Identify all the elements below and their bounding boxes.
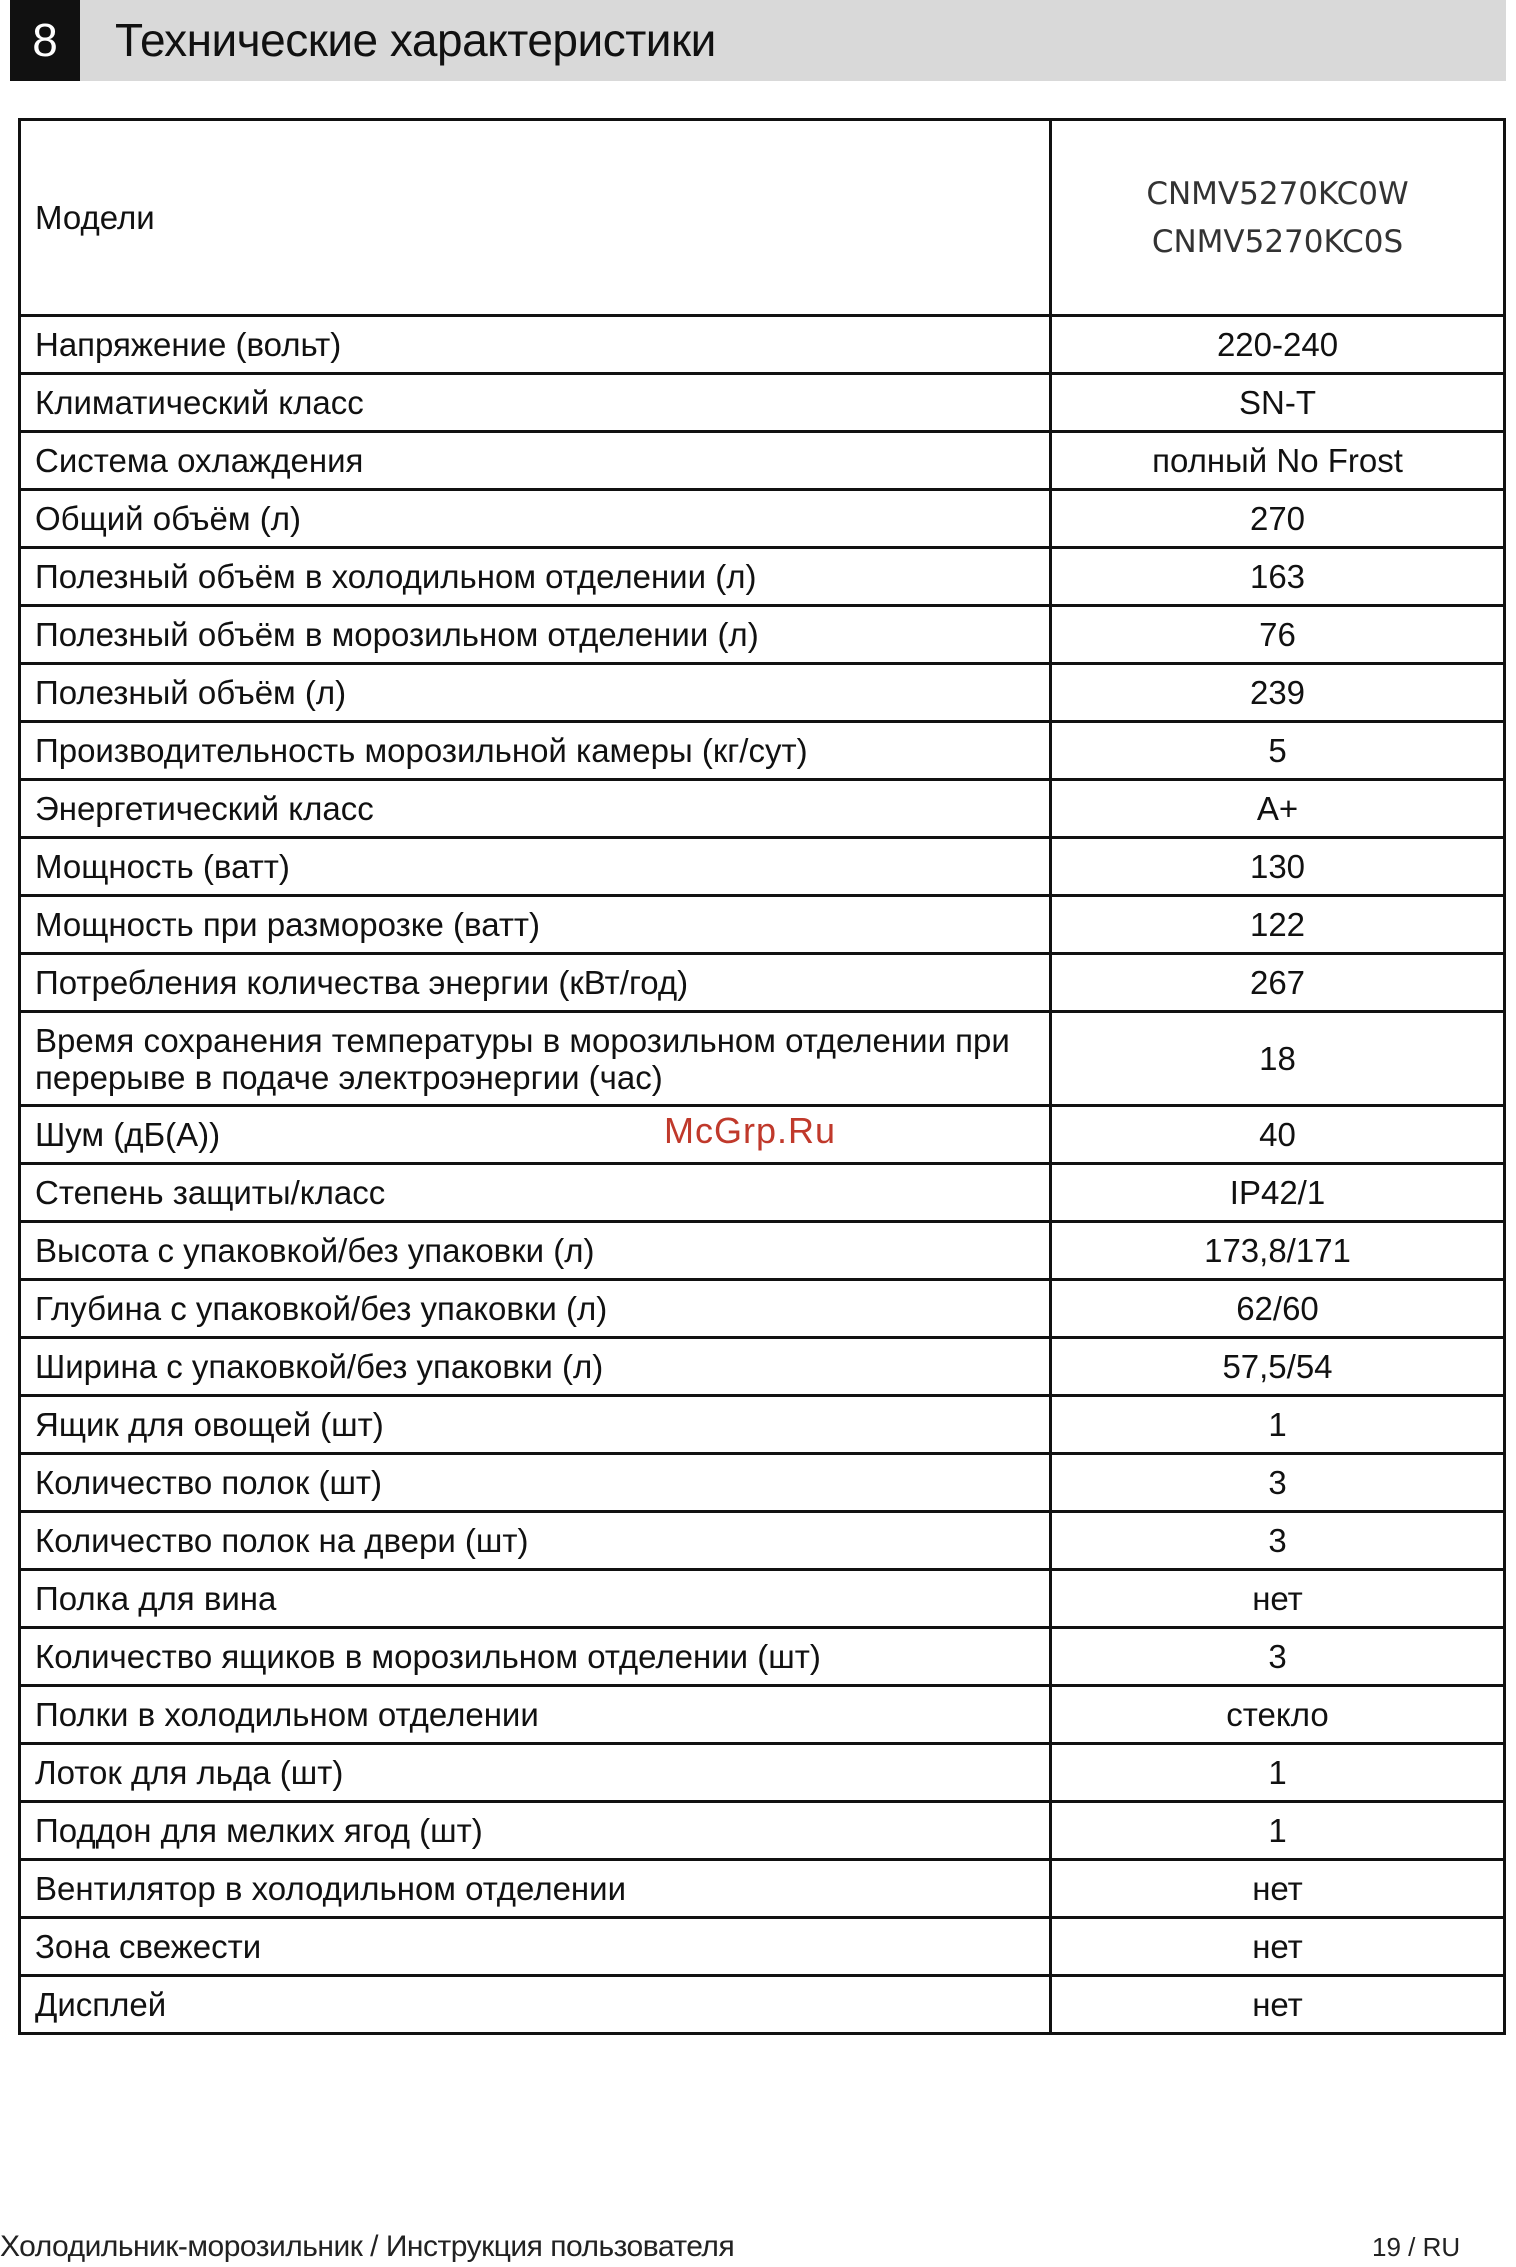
spec-label: Шум (дБ(А)) (20, 1106, 1051, 1164)
spec-label: Количество полок (шт) (20, 1454, 1051, 1512)
table-row (20, 316, 1505, 374)
spec-value: 220-240 (1051, 316, 1505, 374)
spec-value: 1 (1051, 1396, 1505, 1454)
spec-label: Общий объём (л) (20, 490, 1051, 548)
spec-label: Ширина с упаковкой/без упаковки (л) (20, 1338, 1051, 1396)
spec-value: 122 (1051, 896, 1505, 954)
spec-label: Производительность морозильной камеры (кг/сут) (20, 722, 1051, 780)
spec-value: 1 (1051, 1744, 1505, 1802)
table-row (20, 1454, 1505, 1512)
spec-label: Ящик для овощей (шт) (20, 1396, 1051, 1454)
spec-value: 239 (1051, 664, 1505, 722)
spec-value: 130 (1051, 838, 1505, 896)
spec-label: Глубина с упаковкой/без упаковки (л) (20, 1280, 1051, 1338)
table-row (20, 1222, 1505, 1280)
spec-label: Вентилятор в холодильном отделении (20, 1860, 1051, 1918)
spec-label: Зона свежести (20, 1918, 1051, 1976)
spec-value: 1 (1051, 1802, 1505, 1860)
table-row (20, 1802, 1505, 1860)
footer-page-number: 19 / RU (1372, 2232, 1461, 2262)
spec-value: нет (1051, 1918, 1505, 1976)
table-row (20, 432, 1505, 490)
table-row-models (20, 120, 1505, 316)
table-row (20, 548, 1505, 606)
table-row (20, 1164, 1505, 1222)
spec-label: Полезный объём (л) (20, 664, 1051, 722)
spec-value: IP42/1 (1051, 1164, 1505, 1222)
table-row (20, 1396, 1505, 1454)
spec-value: нет (1051, 1976, 1505, 2034)
spec-label: Лоток для льда (шт) (20, 1744, 1051, 1802)
spec-value: 5 (1051, 722, 1505, 780)
spec-value: стекло (1051, 1686, 1505, 1744)
spec-label: Поддон для мелких ягод (шт) (20, 1802, 1051, 1860)
spec-value: 270 (1051, 490, 1505, 548)
spec-value: 76 (1051, 606, 1505, 664)
section-number: 8 (10, 0, 80, 81)
table-row (20, 1628, 1505, 1686)
table-row (20, 1976, 1505, 2034)
spec-label: Время сохранения температуры в морозильном отделении при перерыве в подаче электроэнергии (час) (20, 1012, 1051, 1106)
spec-label: Напряжение (вольт) (20, 316, 1051, 374)
spec-value: SN-T (1051, 374, 1505, 432)
table-row (20, 1744, 1505, 1802)
spec-value: 3 (1051, 1512, 1505, 1570)
table-row (20, 1686, 1505, 1744)
table-row (20, 1918, 1505, 1976)
spec-label: Мощность (ватт) (20, 838, 1051, 896)
table-row (20, 838, 1505, 896)
spec-label: Полезный объём в морозильном отделении (л) (20, 606, 1051, 664)
table-row (20, 722, 1505, 780)
spec-label: Система охлаждения (20, 432, 1051, 490)
spec-value: А+ (1051, 780, 1505, 838)
spec-value: 3 (1051, 1454, 1505, 1512)
model-name: CNMV5270KC0W (1146, 175, 1409, 212)
table-row (20, 780, 1505, 838)
model-name: CNMV5270KC0S (1151, 223, 1404, 260)
spec-value: 18 (1051, 1012, 1505, 1106)
spec-label: Климатический класс (20, 374, 1051, 432)
table-row (20, 954, 1505, 1012)
model-values (1051, 120, 1505, 316)
spec-value: 173,8/171 (1051, 1222, 1505, 1280)
spec-label: Потребления количества энергии (кВт/год) (20, 954, 1051, 1012)
table-row (20, 1512, 1505, 1570)
spec-label: Высота с упаковкой/без упаковки (л) (20, 1222, 1051, 1280)
table-row (20, 896, 1505, 954)
spec-label: Полка для вина (20, 1570, 1051, 1628)
spec-label: Мощность при разморозке (ватт) (20, 896, 1051, 954)
spec-label: Дисплей (20, 1976, 1051, 2034)
spec-value: 3 (1051, 1628, 1505, 1686)
spec-value: 40 (1051, 1106, 1505, 1164)
spec-value: полный No Frost (1051, 432, 1505, 490)
spec-value: 62/60 (1051, 1280, 1505, 1338)
table-row (20, 374, 1505, 432)
spec-value: 267 (1051, 954, 1505, 1012)
page-title: Технические характеристики (115, 14, 716, 66)
spec-label: Количество полок на двери (шт) (20, 1512, 1051, 1570)
footer-document-title: Холодильник-морозильник / Инструкция пользователя (0, 2230, 735, 2263)
table-row (20, 490, 1505, 548)
spec-label: Степень защиты/класс (20, 1164, 1051, 1222)
spec-label: Количество ящиков в морозильном отделении (шт) (20, 1628, 1051, 1686)
spec-label: Полки в холодильном отделении (20, 1686, 1051, 1744)
specs-table (18, 118, 1506, 2035)
watermark-text: McGrp.Ru (664, 1110, 837, 1151)
table-row (20, 1570, 1505, 1628)
spec-label: Полезный объём в холодильном отделении (л) (20, 548, 1051, 606)
spec-value: 163 (1051, 548, 1505, 606)
spec-value: нет (1051, 1570, 1505, 1628)
spec-label: Энергетический класс (20, 780, 1051, 838)
table-row (20, 664, 1505, 722)
table-row (20, 1012, 1505, 1106)
table-row (20, 1860, 1505, 1918)
table-row (20, 606, 1505, 664)
model-label: Модели (20, 120, 1051, 316)
spec-value: нет (1051, 1860, 1505, 1918)
table-row (20, 1280, 1505, 1338)
table-row (20, 1338, 1505, 1396)
spec-value: 57,5/54 (1051, 1338, 1505, 1396)
